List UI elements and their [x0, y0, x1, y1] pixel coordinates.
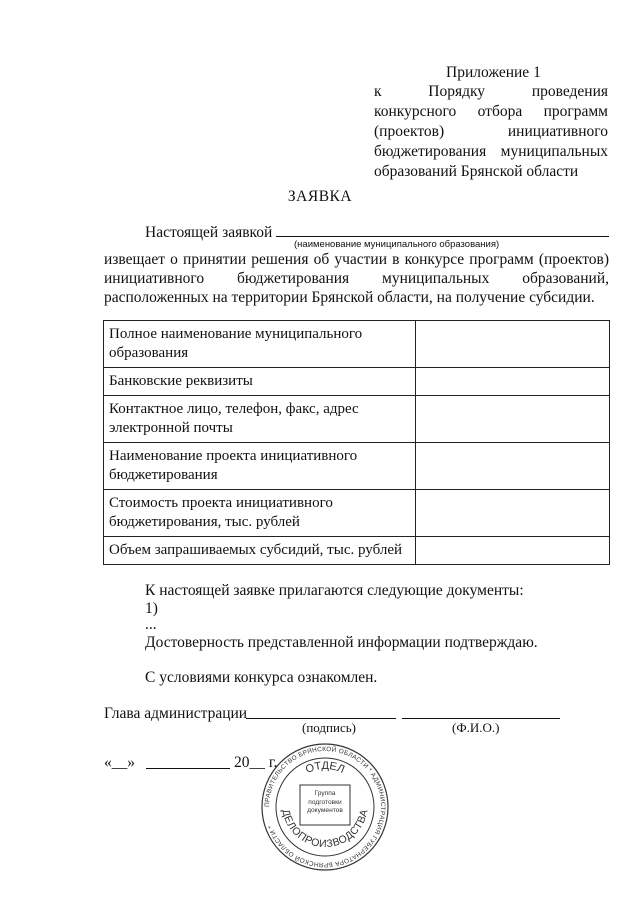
head-admin-label: Глава администрации [104, 705, 248, 722]
row-label: Контактное лицо, телефон, факс, адрес электронной почты [104, 396, 416, 443]
date-month-blank [146, 754, 230, 769]
stamp-top-text [304, 760, 346, 776]
stamp-bottom-path: ДЕЛОПРОИЗВОДСТВА [279, 808, 371, 851]
row-label: Объем запрашиваемых субсидий, тыс. рублей [104, 537, 416, 565]
stamp-center-text: Группа подготовки документов [307, 790, 343, 814]
municipality-blank [276, 222, 609, 237]
table-row [104, 321, 610, 368]
signature-caption: (подпись) [302, 720, 356, 735]
confirmation-text: Достоверность представленной информации подтверждаю. [145, 634, 538, 651]
table-row [104, 537, 610, 565]
conditions-text: С условиями конкурса ознакомлен. [145, 669, 378, 686]
date-year: 20__ г. [234, 754, 278, 771]
row-label: Стоимость проекта инициативного бюджетирования, тыс. рублей [104, 490, 416, 537]
office-stamp [260, 742, 390, 872]
row-value [416, 368, 610, 396]
fio-caption: (Ф.И.О.) [452, 720, 500, 735]
intro-body: извещает о принятии решения об участии в конкурсе программ (проектов) инициативного бюджетирования муниципальных образований, расположенных на территории Брянской области, на получение субсидии. [104, 251, 609, 306]
date-day: «__» [104, 754, 135, 771]
row-label: Банковские реквизиты [104, 368, 416, 396]
row-label: Полное наименование муниципального образования [104, 321, 416, 368]
document-title: ЗАЯВКА [287, 188, 353, 205]
row-value [416, 537, 610, 565]
row-value [416, 490, 610, 537]
stamp-top-path: ОТДЕЛ [303, 759, 347, 776]
row-value [416, 443, 610, 490]
application-form-table [103, 320, 610, 565]
appendix-body: к Порядку проведения конкурсного отбора программ (проектов) инициативного бюджетирования муниципальных образований Брянской области [374, 83, 608, 180]
attachment-item: 1) [145, 600, 158, 617]
stamp-outer-path: ПРАВИТЕЛЬСТВО БРЯНСКОЙ ОБЛАСТИ * АДМИНИСТРАЦИЯ ГУБЕРНАТОРА БРЯНСКОЙ ОБЛАСТИ * [263, 745, 387, 869]
appendix-title: Приложение 1 [446, 64, 541, 81]
table-row [104, 368, 610, 396]
attachments-title: К настоящей заявке прилагаются следующие документы: [145, 582, 524, 599]
signature-blank [246, 704, 396, 719]
table-row [104, 443, 610, 490]
table-row [104, 490, 610, 537]
row-label: Наименование проекта инициативного бюджетирования [104, 443, 416, 490]
intro-prefix: Настоящей заявкой [145, 224, 273, 241]
row-value [416, 321, 610, 368]
fio-blank [402, 704, 560, 719]
municipality-caption: (наименование муниципального образования) [294, 239, 500, 250]
row-value [416, 396, 610, 443]
table-row [104, 396, 610, 443]
attachment-ellipsis: ... [145, 616, 157, 633]
